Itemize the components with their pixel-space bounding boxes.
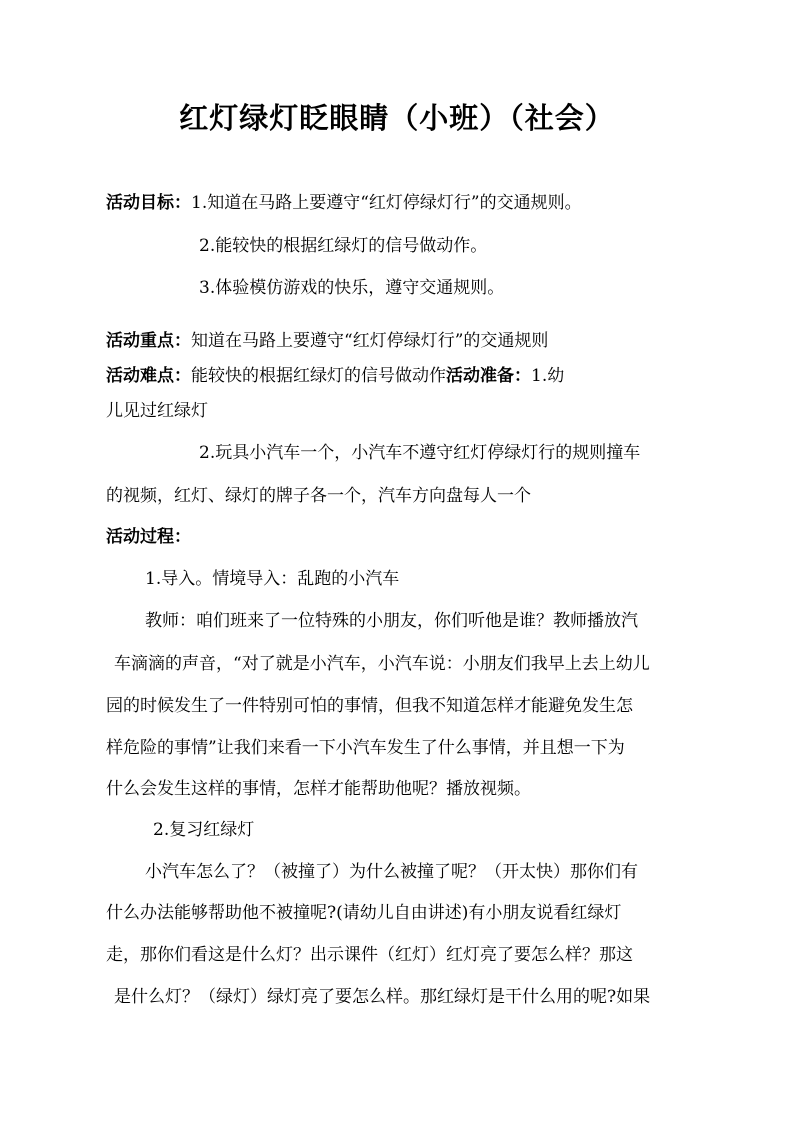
difficulty-label: 活动难点： — [106, 366, 191, 386]
step-1-line-1: 教师：咱们班来了一位特殊的小朋友，你们听他是谁？教师播放汽 — [145, 611, 638, 631]
goals-label: 活动目标： — [106, 193, 191, 213]
preparation-item-2-line-1: 2.玩具小汽车一个，小汽车不遵守红灯停绿灯行的规则撞车 — [199, 443, 641, 463]
process-label: 活动过程： — [106, 527, 191, 547]
difficulty-text: 能较快的根据红绿灯的信号做动作 — [191, 366, 446, 386]
document-title: 红灯绿灯眨眼睛（小班）（社会） — [179, 101, 615, 135]
goal-item-3: 3.体验模仿游戏的快乐，遵守交通规则。 — [199, 278, 505, 298]
key-point-label: 活动重点： — [106, 331, 191, 351]
key-point-text: 知道在马路上要遵守“红灯停绿灯行”的交通规则 — [191, 331, 549, 351]
preparation-item-1-cont: 儿见过红绿灯 — [106, 401, 208, 421]
key-point-line — [106, 326, 548, 351]
step-2-line-4: 是什么灯？（绿灯）绿灯亮了要怎么样。那红绿灯是干什么用的呢?如果 — [114, 987, 651, 1007]
step-1-line-3: 园的时候发生了一件特别可怕的事情，但我不知道怎样才能避免发生怎 — [106, 696, 633, 716]
step-1-line-4: 样危险的事情”让我们来看一下小汽车发生了什么事情，并且想一下为 — [106, 738, 625, 758]
goal-item-2: 2.能较快的根据红绿灯的信号做动作。 — [199, 236, 488, 256]
goals-line-1 — [106, 188, 582, 213]
difficulty-line — [106, 361, 564, 386]
preparation-label: 活动准备： — [446, 366, 531, 386]
preparation-item-2-line-2: 的视频，红灯、绿灯的牌子各一个，汽车方向盘每人一个 — [106, 486, 531, 506]
step-2-heading: 2.复习红绿灯 — [153, 820, 255, 840]
step-2-line-2: 什么办法能够帮助他不被撞呢?(请幼儿自由讲述)有小朋友说看红绿灯 — [106, 903, 622, 923]
step-2-line-1: 小汽车怎么了？（被撞了）为什么被撞了呢？（开太快）那你们有 — [145, 862, 638, 882]
step-1-heading: 1.导入。情境导入：乱跑的小汽车 — [145, 569, 400, 589]
goal-item-1: 1.知道在马路上要遵守“红灯停绿灯行”的交通规则。 — [191, 193, 582, 213]
step-1-line-2: 车滴滴的声音，“对了就是小汽车，小汽车说：小朋友们我早上去上幼儿 — [114, 654, 650, 674]
step-1-line-5: 什么会发生这样的事情，怎样才能帮助他呢？播放视频。 — [106, 779, 531, 799]
preparation-item-1-start: 1.幼 — [531, 366, 565, 386]
step-2-line-3: 走，那你们看这是什么灯？出示课件（红灯）红灯亮了要怎么样？那这 — [106, 945, 633, 965]
